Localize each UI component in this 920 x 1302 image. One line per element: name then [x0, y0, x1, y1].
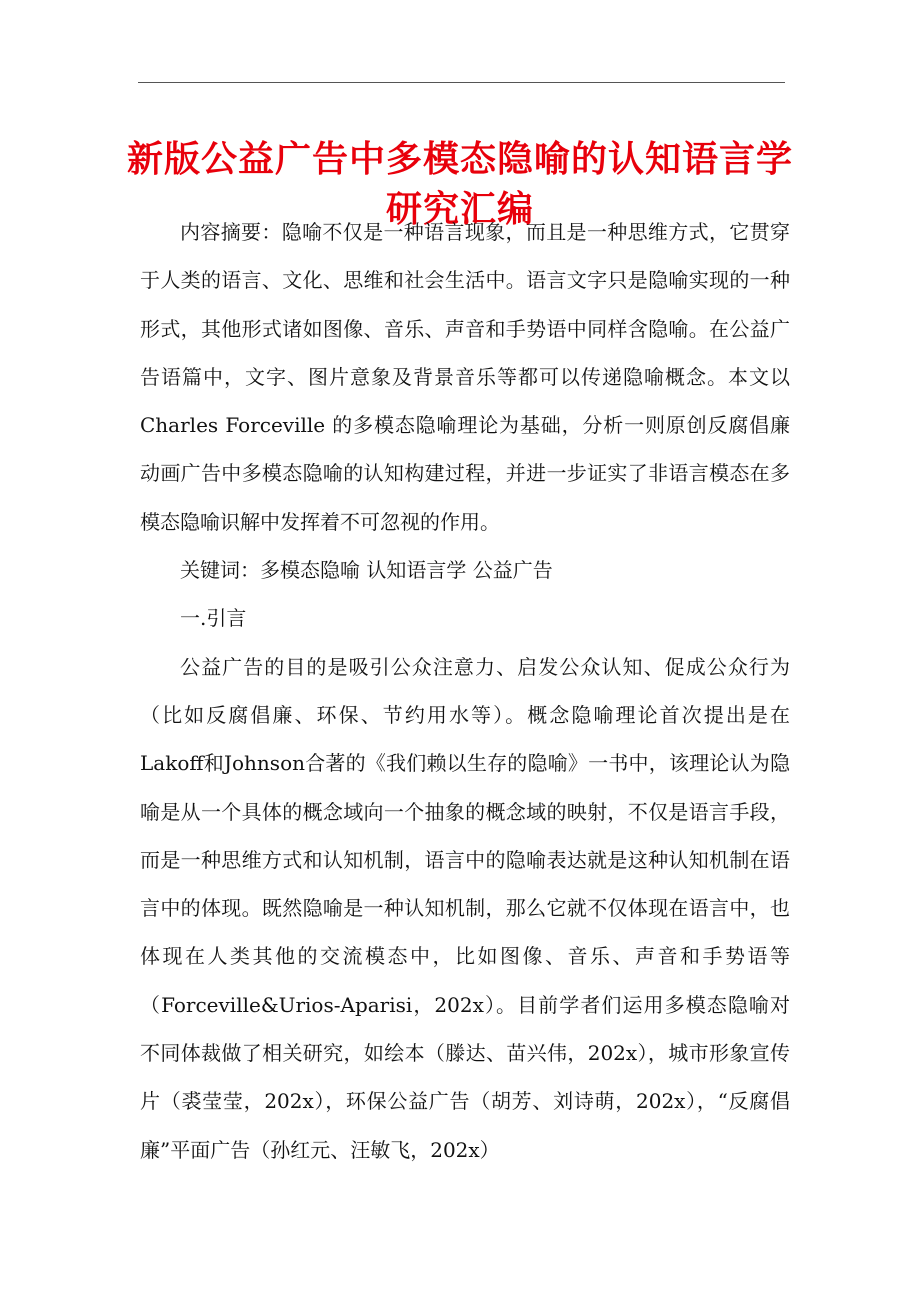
- abstract-paragraph: 内容摘要：隐喻不仅是一种语言现象，而且是一种思维方式，它贯穿于人类的语言、文化、思维和社会生活中。语言文字只是隐喻实现的一种形式，其他形式诸如图像、音乐、声音和手势语中同样含隐喻。在公益广告语篇中，文字、图片意象及背景音乐等都可以传递隐喻概念。本文以Charles Forceville 的多模态隐喻理论为基础，分析一则原创反腐倡廉动画广告中多模态隐喻的认知构建过程，并进一步证实了非语言模态在多模态隐喻识解中发挥着不可忽视的作用。: [140, 220, 790, 534]
- document-title: 新版公益广告中多模态隐喻的认知语言学研究汇编: [126, 138, 793, 231]
- intro-paragraph: 公益广告的目的是吸引公众注意力、启发公众认知、促成公众行为（比如反腐倡廉、环保、节约用水等）。概念隐喻理论首次提出是在Lakoff和Johnson合著的《我们赖以生存的隐喻》一书中，该理论认为隐喻是从一个具体的概念域向一个抽象的概念域的映射，不仅是语言手段，而是一种思维方式和认知机制，语言中的隐喻表达就是这种认知机制在语言中的体现。既然隐喻是一种认知机制，那么它就不仅体现在语言中，也体现在人类其他的交流模态中，比如图像、音乐、声音和手势语等（Forceville&Urios-Aparisi，202x）。目前学者们运用多模态隐喻对不同体裁做了相关研究，如绘本（滕达、苗兴伟，202x），城市形象宣传片（裘莹莹，202x），环保公益广告（胡芳、刘诗萌，202x），“反腐倡廉”平面广告（孙红元、汪敏飞，202x）: [140, 654, 790, 1162]
- header-rule: [138, 82, 785, 83]
- keywords-line: 关键词：多模态隐喻 认知语言学 公益广告: [180, 558, 553, 583]
- section-heading: 一.引言: [180, 606, 247, 631]
- document-body: [140, 208, 790, 1174]
